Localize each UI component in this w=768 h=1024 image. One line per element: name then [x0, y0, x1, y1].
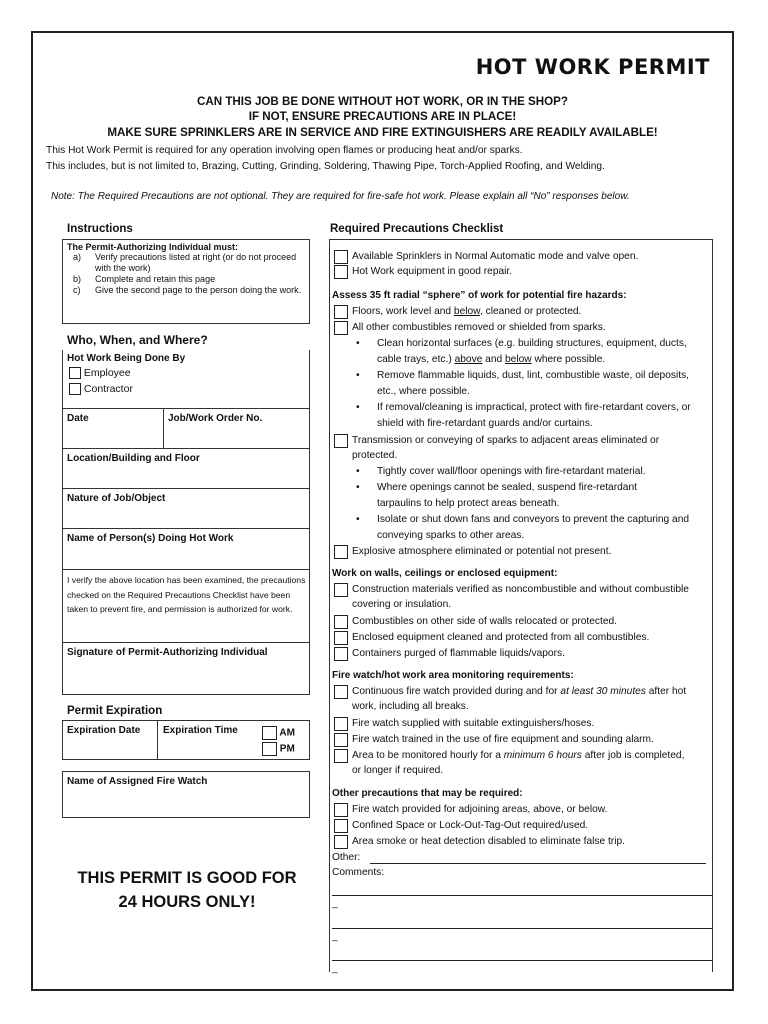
checklist-item: Area smoke or heat detection disabled to eliminate false trip. [352, 836, 625, 847]
section-heading: Fire watch/hot work area monitoring requirements: [332, 670, 574, 681]
divider [63, 448, 310, 449]
checklist-item: Enclosed equipment cleaned and protected from all combustibles. [352, 632, 650, 643]
comments-input-line[interactable] [332, 928, 712, 929]
checklist-item: Fire watch supplied with suitable extinguishers/hoses. [352, 718, 595, 729]
section-heading: Other precautions that may be required: [332, 788, 523, 799]
header-line-1: CAN THIS JOB BE DONE WITHOUT HOT WORK, OR IN THE SHOP? [197, 95, 568, 108]
section-heading: Work on walls, ceilings or enclosed equipment: [332, 568, 558, 579]
checklist-item: Fire watch provided for adjoining areas, above, or below. [352, 804, 608, 815]
checklist-item: Floors, work level and below, cleaned or protected. [352, 306, 582, 317]
instructions-heading: Instructions [67, 223, 133, 235]
checklist-item: Area to be monitored hourly for a minimum 6 hours after job is completed, or longer if required. [352, 750, 685, 776]
intro-line-2: This includes, but is not limited to, Brazing, Cutting, Grinding, Soldering, Thawing Pipe, Torch-Applied Roofing, and Welding. [46, 161, 605, 172]
expiration-box [62, 720, 310, 760]
page-title: HOT WORK PERMIT [475, 55, 710, 79]
fire-watch-name-field[interactable]: Name of Assigned Fire Watch [62, 771, 310, 818]
checkbox[interactable] [334, 819, 348, 833]
checklist-item: Explosive atmosphere eliminated or potential not present. [352, 546, 612, 557]
checkbox[interactable] [334, 685, 348, 699]
pm-checkbox[interactable] [262, 742, 277, 756]
location-field[interactable]: Location/Building and Floor [67, 453, 200, 464]
bullet-item: • Tightly cover wall/floor openings with fire-retardant material. [377, 464, 707, 480]
intro-line-1: This Hot Work Permit is required for any operation involving open flames or producing heat and/or sparks. [46, 145, 523, 156]
checklist-item: Transmission or conveying of sparks to adjacent areas eliminated or protected. [352, 435, 660, 461]
bullet-item: • Isolate or shut down fans and conveyors to prevent the capturing and conveying sparks to other areas. [377, 512, 707, 543]
header-line-3: MAKE SURE SPRINKLERS ARE IN SERVICE AND FIRE EXTINGUISHERS ARE READILY AVAILABLE! [107, 126, 658, 139]
checkbox[interactable] [334, 631, 348, 645]
bullet-item: • Where openings cannot be sealed, suspend fire-retardant tarpaulins to help protect areas beneath. [377, 480, 677, 511]
note-text: Note: The Required Precautions are not optional. They are required for fire-safe hot work. Please explain all “No” responses below. [51, 191, 630, 202]
checklist-item: Hot Work equipment in good repair. [352, 266, 513, 277]
checklist-item: Construction materials verified as noncombustible and without combustible covering or insulation. [352, 584, 689, 610]
checkbox[interactable] [334, 434, 348, 448]
hot-work-by-label: Hot Work Being Done By [67, 353, 186, 364]
header-line-2: IF NOT, ENSURE PRECAUTIONS ARE IN PLACE! [248, 110, 517, 123]
checkbox[interactable] [334, 717, 348, 731]
line-dash: _ [332, 963, 338, 974]
expiration-heading: Permit Expiration [67, 705, 163, 717]
divider [63, 642, 310, 643]
checkbox[interactable] [334, 835, 348, 849]
checkbox[interactable] [334, 545, 348, 559]
section-heading: Assess 35 ft radial “sphere” of work for potential fire hazards: [332, 290, 627, 301]
expiration-time-field[interactable]: Expiration Time [163, 725, 238, 736]
contractor-option[interactable]: Contractor [69, 383, 133, 395]
instruction-item: b) Complete and retain this page [73, 274, 216, 284]
divider [63, 528, 310, 529]
checkbox[interactable] [334, 733, 348, 747]
verify-statement: I verify the above location has been examined, the precautions checked on the Required Precautions Checklist have been taken to prevent fire, and permission is authorized for work. [67, 575, 306, 614]
line-dash: _ [332, 931, 338, 942]
checklist-box [329, 239, 713, 972]
permit-page [31, 31, 734, 991]
employee-checkbox[interactable] [69, 367, 81, 379]
checklist-item: Confined Space or Lock-Out-Tag-Out required/used. [352, 820, 589, 831]
date-field[interactable]: Date [67, 413, 89, 424]
divider [63, 488, 310, 489]
bullet-item: • If removal/cleaning is impractical, protect with fire-retardant covers, or shield with fire-retardant guards and/or curtains. [377, 400, 707, 431]
checklist-heading: Required Precautions Checklist [330, 223, 504, 235]
checkbox[interactable] [334, 305, 348, 319]
who-form [62, 350, 310, 695]
validity-notice: THIS PERMIT IS GOOD FOR 24 HOURS ONLY! [77, 869, 297, 911]
am-checkbox[interactable] [262, 726, 277, 740]
checkbox[interactable] [334, 647, 348, 661]
pm-option[interactable]: PM [262, 742, 295, 756]
nature-field[interactable]: Nature of Job/Object [67, 493, 166, 504]
checkbox[interactable] [334, 250, 348, 264]
checklist-item: Fire watch trained in the use of fire equipment and sounding alarm. [352, 734, 654, 745]
line-dash: _ [332, 898, 338, 909]
other-label: Other: [332, 852, 361, 863]
checklist-item: Containers purged of flammable liquids/vapors. [352, 648, 565, 659]
divider [63, 694, 310, 695]
checkbox[interactable] [334, 321, 348, 335]
bullet-item: • Remove flammable liquids, dust, lint, combustible waste, oil deposits, etc., where possible. [377, 368, 697, 399]
comments-label: Comments: [332, 867, 385, 878]
instruction-item: a) Verify precautions listed at right (or do not proceed with the work) [73, 252, 297, 273]
checkbox[interactable] [334, 803, 348, 817]
expiration-date-field[interactable]: Expiration Date [67, 725, 141, 736]
checklist-item: Combustibles on other side of walls relocated or protected. [352, 616, 618, 627]
checkbox[interactable] [334, 749, 348, 763]
who-heading: Who, When, and Where? [67, 333, 208, 347]
job-order-field[interactable]: Job/Work Order No. [168, 413, 263, 424]
other-input-line[interactable] [370, 863, 706, 864]
bullet-item: • Clean horizontal surfaces (e.g. building structures, equipment, ducts, cable trays, etc.) above and below where possible. [377, 336, 697, 367]
instructions-box [62, 239, 310, 324]
checkbox[interactable] [334, 615, 348, 629]
checklist-item: All other combustibles removed or shielded from sparks. [352, 322, 606, 333]
comments-input-line[interactable] [332, 895, 712, 896]
contractor-checkbox[interactable] [69, 383, 81, 395]
checklist-item: Continuous fire watch provided during and for at least 30 minutes after hot work, including all breaks. [352, 686, 687, 712]
divider [63, 569, 310, 570]
instructions-title: The Permit-Authorizing Individual must: [67, 242, 238, 252]
employee-option[interactable]: Employee [69, 367, 131, 379]
divider [157, 721, 158, 759]
comments-input-line[interactable] [332, 960, 712, 961]
checklist-item: Available Sprinklers in Normal Automatic mode and valve open. [352, 251, 639, 262]
persons-field[interactable]: Name of Person(s) Doing Hot Work [67, 533, 234, 544]
signature-field[interactable]: Signature of Permit-Authorizing Individual [67, 647, 268, 658]
instruction-item: c) Give the second page to the person doing the work. [73, 285, 302, 295]
checkbox[interactable] [334, 583, 348, 597]
am-option[interactable]: AM [262, 726, 295, 740]
divider [63, 408, 310, 409]
checkbox[interactable] [334, 265, 348, 279]
